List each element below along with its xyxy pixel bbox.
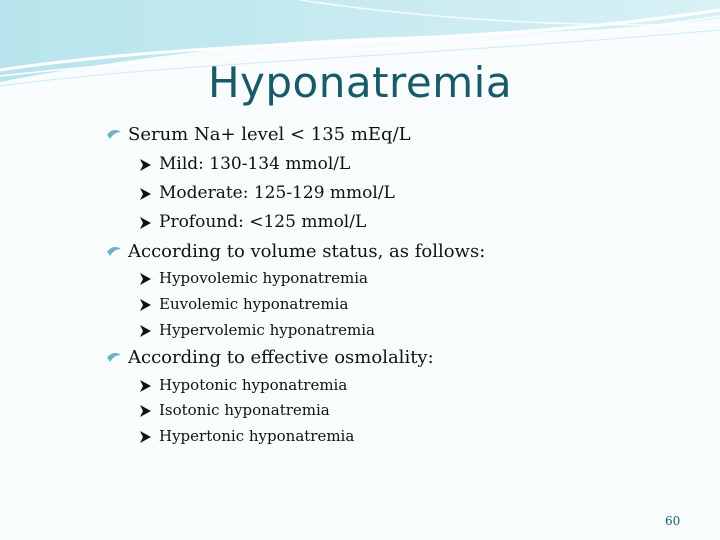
sub-bullet-item [140, 295, 348, 313]
sub-bullet-item [140, 269, 368, 287]
arrow-bullet-icon [140, 299, 151, 311]
sub-bullet-text: Mild: 130-134 mmol/L [159, 154, 351, 174]
page-number: 60 [665, 514, 681, 528]
bullet-text: Serum Na+ level < 135 mEq/L [128, 124, 411, 145]
arrow-bullet-icon [140, 159, 151, 171]
sub-bullet-item [140, 154, 350, 174]
sub-bullet-item [140, 212, 366, 232]
arrow-bullet-icon [140, 380, 151, 392]
bullet-item [106, 347, 434, 368]
arrow-bullet-icon [140, 325, 151, 337]
sub-bullet-item [140, 321, 375, 339]
sub-bullet-text: Hypotonic hyponatremia [159, 376, 348, 394]
sub-bullet-text: Hypervolemic hyponatremia [159, 321, 375, 339]
arrow-bullet-icon [140, 217, 151, 229]
sub-bullet-text: Hypertonic hyponatremia [159, 427, 355, 445]
sub-bullet-item [140, 427, 354, 445]
bullet-item [106, 124, 411, 145]
bullet-item [106, 241, 485, 262]
leaf-bullet-icon [106, 129, 122, 141]
arrow-bullet-icon [140, 188, 151, 200]
leaf-bullet-icon [106, 352, 122, 364]
sub-bullet-item [140, 376, 347, 394]
slide-title: Hyponatremia [207, 58, 513, 107]
arrow-bullet-icon [140, 273, 151, 285]
sub-bullet-text: Euvolemic hyponatremia [159, 295, 349, 313]
sub-bullet-text: Profound: <125 mmol/L [159, 212, 367, 232]
sub-bullet-text: Hypovolemic hyponatremia [159, 269, 368, 287]
sub-bullet-text: Isotonic hyponatremia [159, 401, 330, 419]
leaf-bullet-icon [106, 246, 122, 258]
sub-bullet-item [140, 183, 395, 203]
sub-bullet-text: Moderate: 125-129 mmol/L [159, 183, 395, 203]
bullet-text: According to effective osmolality: [128, 347, 434, 368]
bullet-text: According to volume status, as follows: [128, 241, 486, 262]
arrow-bullet-icon [140, 405, 151, 417]
arrow-bullet-icon [140, 431, 151, 443]
sub-bullet-item [140, 401, 330, 419]
